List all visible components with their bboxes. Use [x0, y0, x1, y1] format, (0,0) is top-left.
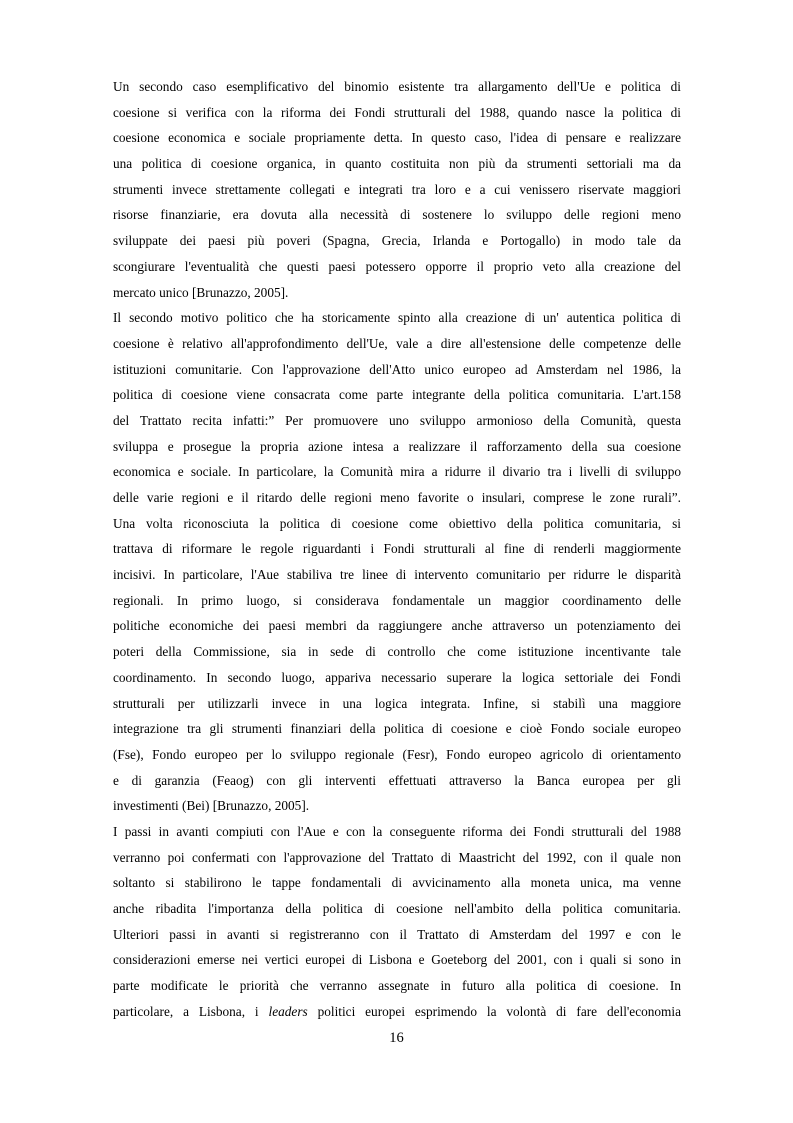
text-line: Un secondo caso esemplificativo del binomio esistente tra allargamento dell'Ue e politica di — [113, 79, 681, 94]
text-line: coordinamento. In secondo luogo, appariva necessario superare la logica settoriale dei Fondi — [113, 669, 681, 685]
text-line: considerazioni emerse nei vertici europei di Lisbona e Goeteborg del 2001, con i quali si sono in — [113, 952, 681, 968]
text-line: delle varie regioni e il ritardo delle regioni meno favorite o insulari, comprese le zone rurali”. — [113, 490, 681, 505]
paragraph-1 — [113, 74, 681, 305]
text-line: risorse finanziarie, era dovuta alla necessità di sostenere lo sviluppo delle regioni meno — [113, 207, 681, 223]
text-line — [113, 999, 681, 1025]
text-line: (Fse), Fondo europeo per lo sviluppo regionale (Fesr), Fondo europeo agricolo di orientamento — [113, 746, 681, 762]
body-text — [113, 74, 681, 1024]
text-line: politiche economiche dei paesi membri da raggiungere anche attraverso un potenziamento dei — [113, 618, 681, 634]
text-line: coesione economica e sociale propriamente detta. In questo caso, l'idea di pensare e realizzare — [113, 130, 681, 146]
text-line: incisivi. In particolare, l'Aue stabiliva tre linee di intervento comunitario per ridurre le disparità — [113, 567, 681, 583]
text-line: sviluppate dei paesi più poveri (Spagna, Grecia, Irlanda e Portogallo) in modo tale da — [113, 233, 681, 249]
text-line: e di garanzia (Feaog) con gli interventi effettuati attraverso la Banca europea per gli — [113, 772, 681, 788]
text-line: Una volta riconosciuta la politica di coesione come obiettivo della politica comunitaria, si — [113, 515, 681, 531]
page-number: 16 — [389, 1030, 404, 1046]
text-line: parte modificate le priorità che verranno assegnate in futuro alla politica di coesione. In — [113, 978, 681, 994]
text-line: politica di coesione viene consacrata come parte integrante della politica comunitaria. L'art.158 — [113, 387, 681, 403]
text-line: mercato unico [Brunazzo, 2005]. — [113, 284, 289, 300]
text-line: una politica di coesione organica, in quanto costituita non più da strumenti settoriali ma da — [113, 156, 681, 172]
text-line: sviluppa e prosegue la propria azione intesa a realizzare il rafforzamento della sua coesione — [113, 438, 681, 454]
text-line: strumenti invece strettamente collegati e integrati tra loro e a cui venissero riservate maggiori — [113, 181, 681, 197]
text-line: strutturali per utilizzarli invece in una logica integrata. Infine, si stabilì una maggiore — [113, 695, 681, 711]
text-line: soltanto si stabilirono le tappe fondamentali di avvicinamento alla moneta unica, ma venne — [113, 875, 681, 891]
text-line: coesione si verifica con la riforma dei Fondi strutturali del 1988, quando nasce la politica di — [113, 104, 681, 120]
italic-term: leaders — [268, 1003, 308, 1019]
paragraph-3 — [113, 511, 681, 819]
text-segment: particolare, a Lisbona, i — [113, 1003, 269, 1019]
paragraph-4 — [113, 819, 681, 1025]
text-line: verranno poi confermati con l'approvazione del Trattato di Maastricht del 1992, con il quale non — [113, 849, 681, 865]
text-line: economica e sociale. In particolare, la Comunità mira a ridurre il divario tra i livelli di sviluppo — [113, 464, 681, 480]
text-line: scongiurare l'eventualità che questi paesi potessero opporre il proprio veto alla creazione del — [113, 258, 681, 274]
text-line: Il secondo motivo politico che ha storicamente spinto alla creazione di un' autentica politica di — [113, 310, 681, 326]
text-line: trattava di riformare le regole riguardanti i Fondi strutturali al fine di renderli maggiormente — [113, 541, 681, 557]
text-line: Ulteriori passi in avanti si registreranno con il Trattato di Amsterdam del 1997 e con le — [113, 926, 681, 942]
paragraph-2 — [113, 305, 681, 511]
text-line: istituzioni comunitarie. Con l'approvazione dell'Atto unico europeo ad Amsterdam nel 1986, la — [113, 361, 681, 377]
text-segment: politici europei esprimendo la volontà di fare dell'economia — [307, 1003, 681, 1019]
text-line: del Trattato recita infatti:” Per promuovere uno sviluppo armonioso della Comunità, questa — [113, 412, 681, 428]
text-line: integrazione tra gli strumenti finanziari della politica di coesione e cioè Fondo sociale europeo — [113, 721, 681, 737]
text-line: regionali. In primo luogo, si considerava fondamentale un maggior coordinamento delle — [113, 592, 681, 608]
text-line: anche ribadita l'importanza della politica di coesione nell'ambito della politica comunitaria. — [113, 901, 681, 916]
text-line: I passi in avanti compiuti con l'Aue e con la conseguente riforma dei Fondi strutturali del 1988 — [113, 823, 681, 839]
text-line: investimenti (Bei) [Brunazzo, 2005]. — [113, 798, 310, 814]
text-line: poteri della Commissione, sia in sede di controllo che come istituzione incentivante tale — [113, 644, 681, 660]
text-line: coesione è relativo all'approfondimento dell'Ue, vale a dire all'estensione delle competenze delle — [113, 335, 681, 351]
